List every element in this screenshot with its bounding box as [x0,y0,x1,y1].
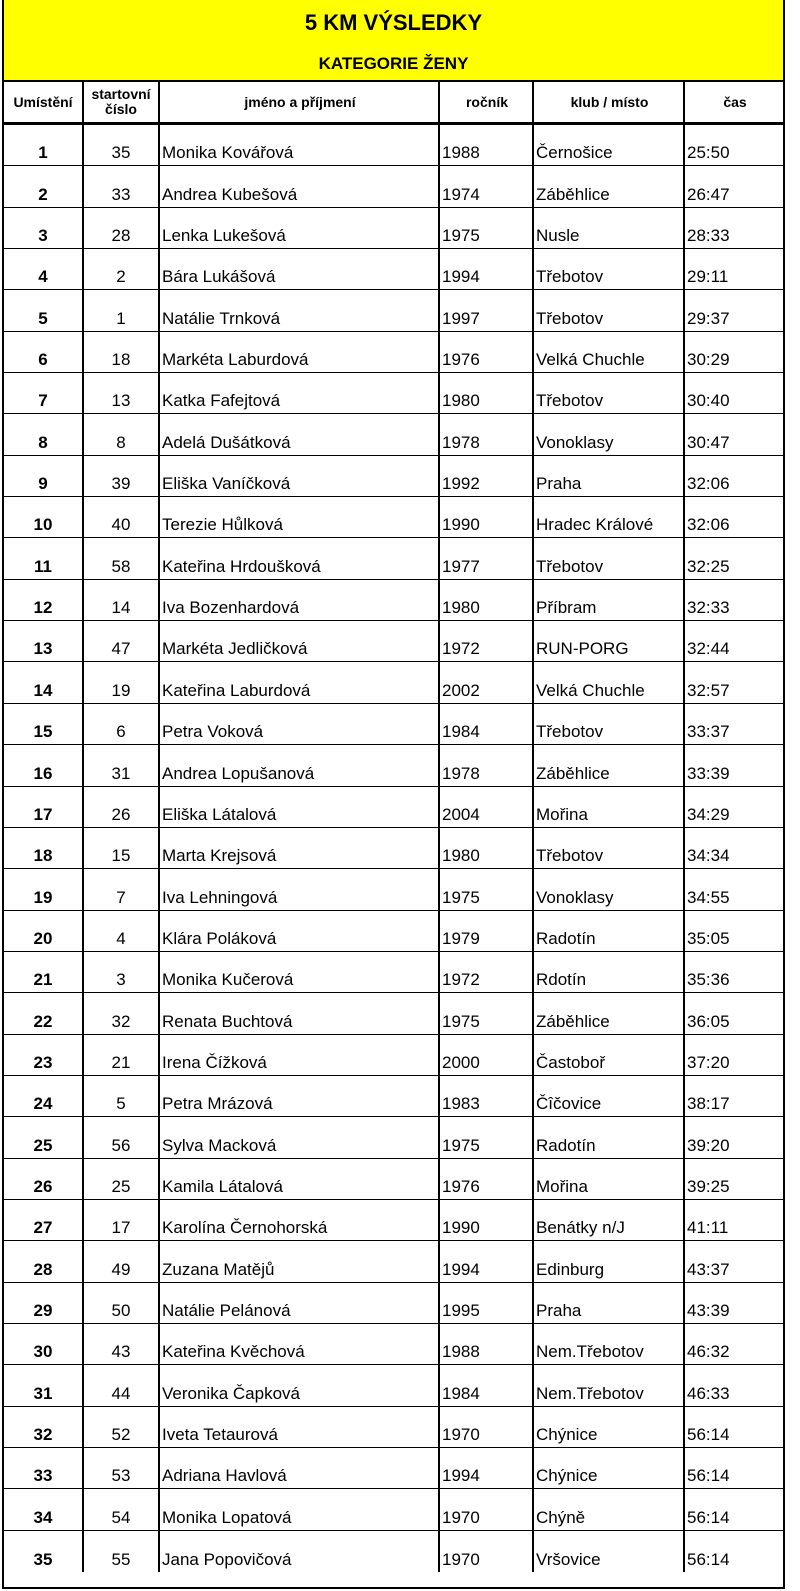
table-row [4,1076,783,1117]
table-row [4,1489,783,1530]
cell-time: 37:20 [687,1052,730,1072]
cell-year: 1975 [440,208,534,248]
cell-year: 1977 [440,538,534,578]
table-row [4,1283,783,1324]
cell-bib: 21 [84,1035,160,1075]
cell-name: Terezie Hůlková [160,497,440,537]
cell-year: 1980 [440,828,534,868]
cell-club: Třebotov [534,249,685,289]
cell-club: Nusle [534,208,685,248]
cell-name: Sylva Macková [160,1117,440,1157]
cell-rank: 14 [4,662,84,702]
cell-club: Příbram [534,580,685,620]
cell-bib: 15 [84,828,160,868]
cell-time: 29:11 [687,267,729,287]
cell-bib: 8 [84,414,160,454]
cell-bib: 56 [84,1117,160,1157]
table-row [4,497,783,538]
cell-name: Renata Buchtová [160,993,440,1033]
cell-name: Petra Voková [160,704,440,744]
table-row [4,1407,783,1448]
table-row [4,911,783,952]
cell-rank: 12 [4,580,84,620]
header-year: ročník [440,82,534,122]
cell-club: Mořina [534,1159,685,1199]
cell-name: Monika Kučerová [160,952,440,992]
cell-rank: 17 [4,787,84,827]
cell-club: Velká Chuchle [534,662,685,702]
table-row [4,869,783,910]
cell-rank: 16 [4,745,84,785]
cell-club: Praha [534,456,685,496]
cell-club: Záběhlice [534,745,685,785]
cell-name: Veronika Čapková [160,1365,440,1405]
header-bib-label [91,87,150,117]
cell-time: 25:50 [687,143,730,163]
cell-bib: 14 [84,580,160,620]
cell-year: 2002 [440,662,534,702]
header-bib-line2: číslo [105,101,137,117]
table-row [4,208,783,249]
cell-time: 30:40 [687,391,730,411]
cell-time: 56:14 [687,1466,730,1486]
cell-club: Třebotov [534,704,685,744]
cell-bib: 43 [84,1324,160,1364]
cell-time: 36:05 [687,1011,730,1031]
table-row [4,414,783,455]
cell-time: 29:37 [687,308,730,328]
table-row [4,1324,783,1365]
page-title: 5 KM VÝSLEDKY [304,10,483,35]
cell-time: 39:25 [687,1176,730,1196]
cell-year: 1975 [440,993,534,1033]
cell-time: 38:17 [687,1094,730,1114]
cell-club: Hradec Králové [534,497,685,537]
cell-rank: 24 [4,1076,84,1116]
table-row [4,373,783,414]
cell-time: 56:14 [687,1507,730,1527]
cell-club: Chýnice [534,1448,685,1488]
cell-rank: 27 [4,1200,84,1240]
cell-time: 32:44 [687,639,730,659]
cell-rank: 8 [4,414,84,454]
cell-year: 1992 [440,456,534,496]
cell-bib: 6 [84,704,160,744]
cell-year: 1980 [440,580,534,620]
cell-year: 1994 [440,1448,534,1488]
cell-year: 2000 [440,1035,534,1075]
cell-club: Třebotov [534,828,685,868]
cell-name: Monika Kovářová [160,125,440,165]
cell-rank: 31 [4,1365,84,1405]
cell-club: Velká Chuchle [534,332,685,372]
cell-name: Eliška Vaníčková [160,456,440,496]
cell-rank: 11 [4,538,84,578]
cell-rank: 30 [4,1324,84,1364]
cell-year: 1972 [440,952,534,992]
cell-rank: 21 [4,952,84,992]
cell-time: 46:33 [687,1383,730,1403]
header-bib-line1: startovní [91,86,151,102]
cell-name: Markéta Jedličková [160,621,440,661]
cell-year: 1988 [440,1324,534,1364]
cell-name: Iveta Tetaurová [160,1407,440,1447]
cell-year: 1972 [440,621,534,661]
cell-name: Kateřina Laburdová [160,662,440,702]
cell-club: RUN-PORG [534,621,685,661]
cell-bib: 58 [84,538,160,578]
cell-bib: 2 [84,249,160,289]
cell-bib: 32 [84,993,160,1033]
cell-time: 34:34 [687,846,730,866]
cell-rank: 15 [4,704,84,744]
cell-club: Rdotín [534,952,685,992]
cell-club: Mořina [534,787,685,827]
cell-time: 35:36 [687,970,730,990]
cell-rank: 13 [4,621,84,661]
cell-name: Marta Krejsová [160,828,440,868]
cell-time: 39:20 [687,1135,730,1155]
cell-time: 34:29 [687,804,730,824]
cell-time: 41:11 [687,1218,729,1238]
cell-name: Katka Fafejtová [160,373,440,413]
table-row [4,290,783,331]
cell-bib: 3 [84,952,160,992]
cell-time: 35:05 [687,928,730,948]
cell-year: 1975 [440,869,534,909]
cell-rank: 20 [4,911,84,951]
cell-time: 33:39 [687,763,730,783]
cell-rank: 33 [4,1448,84,1488]
cell-bib: 28 [84,208,160,248]
cell-year: 1984 [440,704,534,744]
cell-bib: 1 [84,290,160,330]
cell-club: Vonoklasy [534,414,685,454]
cell-rank: 35 [4,1531,84,1572]
cell-time: 34:55 [687,887,730,907]
cell-year: 1978 [440,745,534,785]
cell-bib: 35 [84,125,160,165]
cell-time: 32:57 [687,680,730,700]
cell-time: 33:37 [687,722,730,742]
cell-time: 30:29 [687,350,730,370]
table-row [4,662,783,703]
cell-club: Třebotov [534,290,685,330]
cell-rank: 29 [4,1283,84,1323]
header-time: čas [723,93,747,110]
cell-bib: 33 [84,166,160,206]
cell-bib: 53 [84,1448,160,1488]
table-row [4,456,783,497]
table-row [4,1035,783,1076]
table-row [4,993,783,1034]
cell-name: Lenka Lukešová [160,208,440,248]
cell-bib: 19 [84,662,160,702]
cell-rank: 26 [4,1159,84,1199]
cell-bib: 40 [84,497,160,537]
cell-name: Natálie Pelánová [160,1283,440,1323]
table-header [4,82,783,125]
cell-rank: 25 [4,1117,84,1157]
cell-year: 1994 [440,1241,534,1281]
table-row [4,538,783,579]
cell-name: Iva Bozenhardová [160,580,440,620]
cell-year: 1990 [440,1200,534,1240]
cell-year: 1984 [440,1365,534,1405]
cell-rank: 1 [4,125,84,165]
cell-rank: 23 [4,1035,84,1075]
cell-name: Irena Čížková [160,1035,440,1075]
cell-time: 43:37 [687,1259,730,1279]
cell-bib: 49 [84,1241,160,1281]
cell-year: 1988 [440,125,534,165]
cell-rank: 34 [4,1489,84,1529]
cell-club: Praha [534,1283,685,1323]
table-row [4,787,783,828]
cell-name: Natálie Trnková [160,290,440,330]
cell-year: 1983 [440,1076,534,1116]
cell-name: Jana Popovičová [160,1531,440,1572]
cell-bib: 18 [84,332,160,372]
cell-bib: 44 [84,1365,160,1405]
cell-time: 32:25 [687,556,730,576]
cell-year: 1974 [440,166,534,206]
table-row [4,828,783,869]
table-row [4,249,783,290]
cell-rank: 28 [4,1241,84,1281]
cell-rank: 9 [4,456,84,496]
cell-year: 1997 [440,290,534,330]
cell-club: Čîčovice [534,1076,685,1116]
cell-name: Zuzana Matějů [160,1241,440,1281]
cell-bib: 13 [84,373,160,413]
table-row [4,1531,783,1572]
cell-bib: 25 [84,1159,160,1199]
cell-year: 1976 [440,332,534,372]
cell-rank: 10 [4,497,84,537]
cell-club: Černošice [534,125,685,165]
cell-name: Kateřina Kvěchová [160,1324,440,1364]
cell-year: 1976 [440,1159,534,1199]
cell-name: Adelá Dušátková [160,414,440,454]
cell-year: 1975 [440,1117,534,1157]
results-sheet [2,0,785,1589]
header-bib [84,82,160,122]
cell-club: Záběhlice [534,993,685,1033]
cell-year: 1979 [440,911,534,951]
header-name: jméno a příjmení [160,82,440,122]
cell-club: Chýně [534,1489,685,1529]
cell-rank: 5 [4,290,84,330]
cell-bib: 26 [84,787,160,827]
cell-time: 46:32 [687,1342,730,1362]
table-row [4,1200,783,1241]
cell-time: 30:47 [687,432,730,452]
cell-name: Klára Poláková [160,911,440,951]
cell-bib: 7 [84,869,160,909]
cell-time: 28:33 [687,226,730,246]
cell-rank: 22 [4,993,84,1033]
cell-time: 56:14 [687,1425,730,1444]
table-row [4,952,783,993]
cell-year: 1995 [440,1283,534,1323]
table-row [4,621,783,662]
header-club: klub / místo [534,82,685,122]
results-table-body [4,125,783,1572]
cell-bib: 50 [84,1283,160,1323]
cell-rank: 2 [4,166,84,206]
cell-name: Markéta Laburdová [160,332,440,372]
cell-club: Vršovice [534,1531,685,1572]
cell-bib: 4 [84,911,160,951]
table-row [4,125,783,166]
table-row [4,1365,783,1406]
cell-time: 43:39 [687,1300,730,1320]
cell-year: 1970 [440,1489,534,1529]
cell-bib: 39 [84,456,160,496]
table-row [4,704,783,745]
cell-time: 32:06 [687,515,730,535]
title-band [4,0,783,82]
cell-rank: 3 [4,208,84,248]
cell-rank: 19 [4,869,84,909]
cell-name: Adriana Havlová [160,1448,440,1488]
table-row [4,1448,783,1489]
cell-club: Nem.Třebotov [534,1365,685,1405]
cell-bib: 54 [84,1489,160,1529]
cell-name: Bára Lukášová [160,249,440,289]
cell-year: 1990 [440,497,534,537]
cell-club: Edinburg [534,1241,685,1281]
cell-bib: 55 [84,1531,160,1572]
cell-club: Vonoklasy [534,869,685,909]
cell-time: 32:33 [687,598,730,618]
cell-club: Benátky n/J [534,1200,685,1240]
cell-rank: 6 [4,332,84,372]
cell-club: Třebotov [534,373,685,413]
cell-name: Monika Lopatová [160,1489,440,1529]
cell-name: Andrea Lopušanová [160,745,440,785]
table-row [4,745,783,786]
cell-club: Chýnice [534,1407,685,1447]
table-row [4,580,783,621]
cell-club: Radotín [534,911,685,951]
cell-bib: 5 [84,1076,160,1116]
table-row [4,332,783,373]
cell-name: Petra Mrázová [160,1076,440,1116]
cell-time: 32:06 [687,474,730,494]
cell-time: 56:14 [687,1550,730,1570]
cell-rank: 7 [4,373,84,413]
cell-year: 1970 [440,1407,534,1447]
table-row [4,166,783,207]
cell-name: Kamila Látalová [160,1159,440,1199]
cell-bib: 17 [84,1200,160,1240]
cell-name: Andrea Kubešová [160,166,440,206]
cell-club: Nem.Třebotov [534,1324,685,1364]
cell-year: 1994 [440,249,534,289]
cell-name: Eliška Látalová [160,787,440,827]
table-row [4,1241,783,1282]
table-row [4,1117,783,1158]
cell-name: Karolína Černohorská [160,1200,440,1240]
cell-rank: 18 [4,828,84,868]
cell-name: Kateřina Hrdoušková [160,538,440,578]
header-rank: Umístění [4,82,84,122]
cell-year: 2004 [440,787,534,827]
cell-time: 26:47 [687,184,730,204]
cell-rank: 32 [4,1407,84,1447]
cell-rank: 4 [4,249,84,289]
table-row [4,1159,783,1200]
cell-year: 1970 [440,1531,534,1572]
cell-club: Třebotov [534,538,685,578]
cell-club: Radotín [534,1117,685,1157]
cell-club: Častoboř [534,1035,685,1075]
cell-year: 1978 [440,414,534,454]
cell-bib: 31 [84,745,160,785]
cell-name: Iva Lehningová [160,869,440,909]
cell-year: 1980 [440,373,534,413]
cell-club: Záběhlice [534,166,685,206]
cell-bib: 47 [84,621,160,661]
cell-bib: 52 [84,1407,160,1447]
category-subtitle: KATEGORIE ŽENY [318,54,469,73]
